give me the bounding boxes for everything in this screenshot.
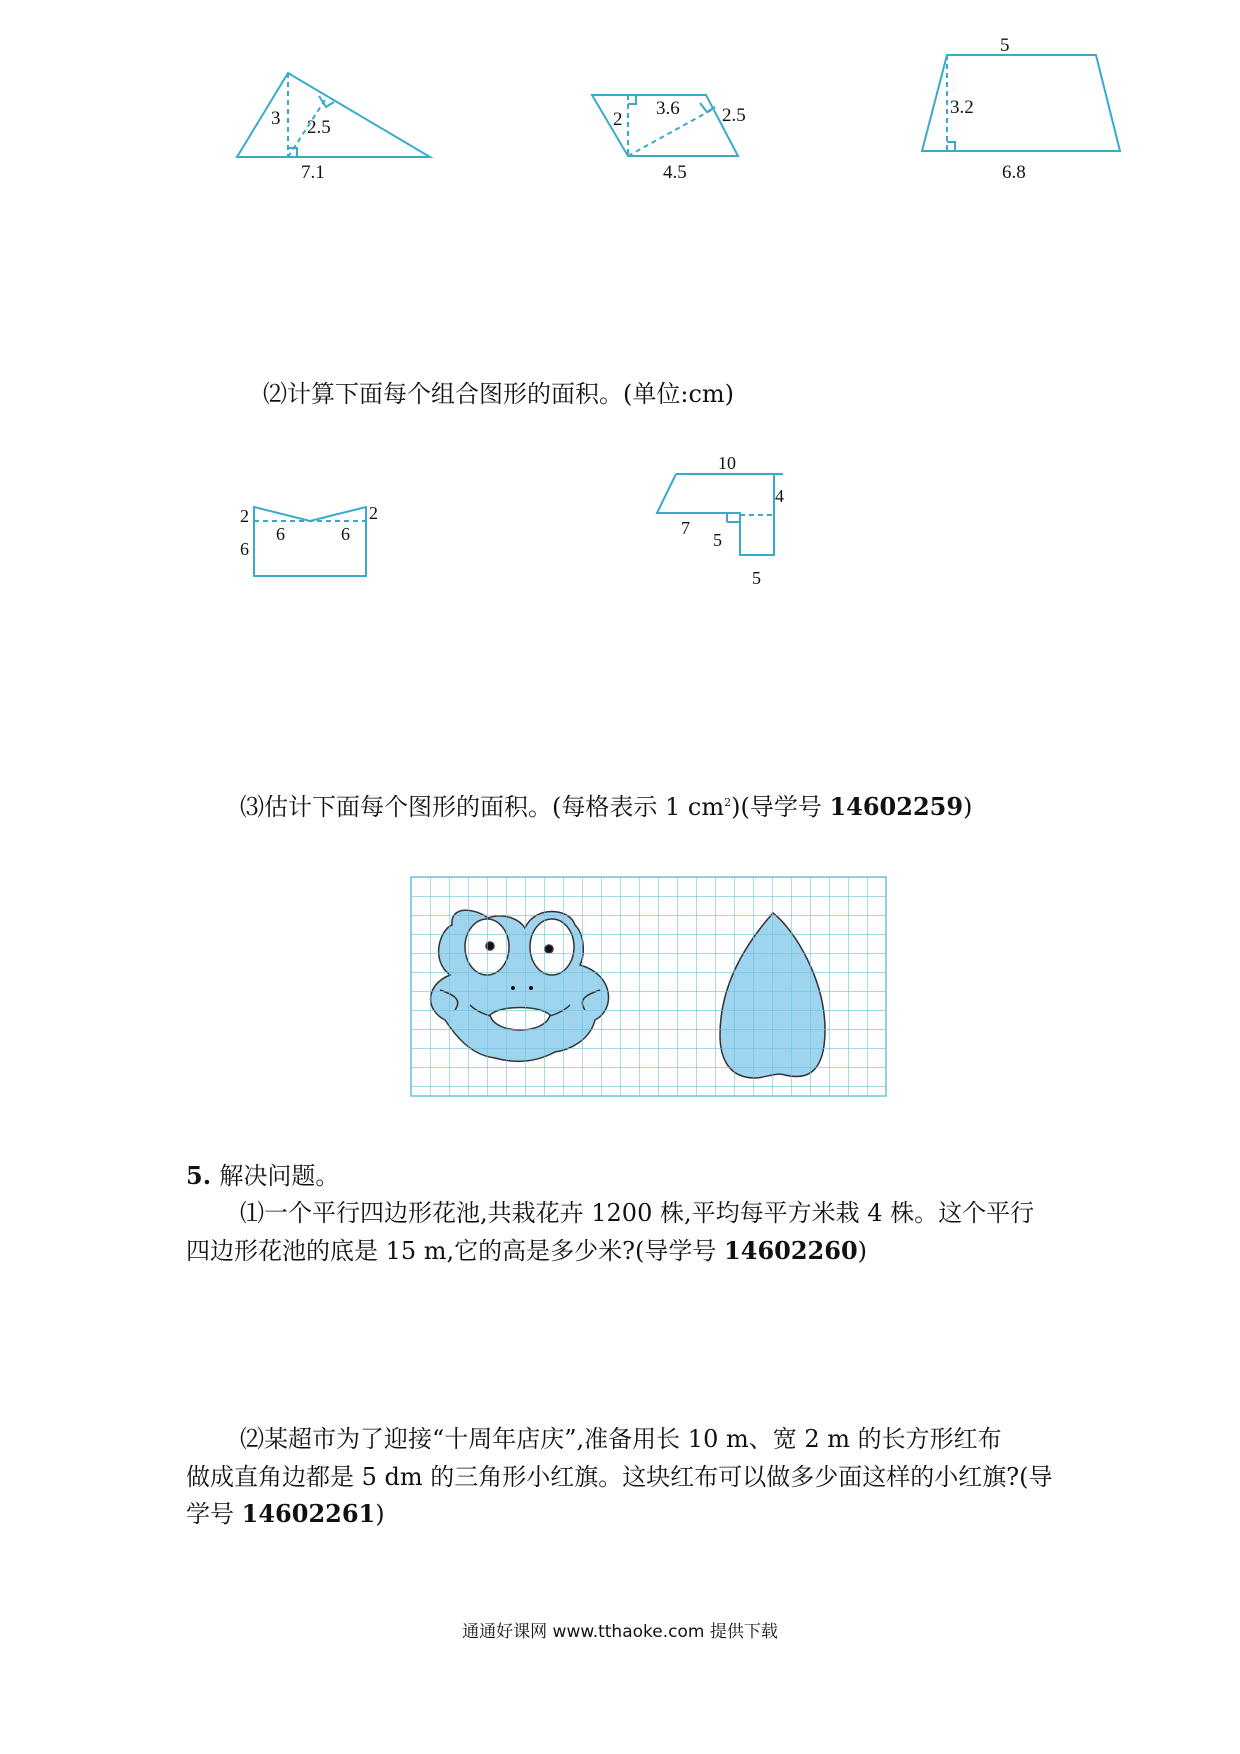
parallelogram-top-label: 3.6 [656,98,680,119]
q2-text: 计算下面每个组合图形的面积。(单位:cm) [287,380,735,408]
q5-p1-text-2: 四边形花池的底是 15 m,它的高是多少米?(导学号 [186,1237,725,1265]
grid [411,877,886,1096]
q3-code: 14602259 [829,792,964,821]
q3-heading [240,785,972,825]
shape-b-right-label: 4 [775,486,784,506]
shape-a-left-side-label: 6 [240,539,249,559]
parallelogram-height-label: 2 [613,109,623,130]
q3-text-b: )(导学号 [731,793,830,821]
composite-figures [0,440,1240,600]
shape-b-left-label: 7 [681,518,690,538]
q5-p2-line3 [186,1496,385,1532]
q3-text-a: 估计下面每个图形的面积。(每格表示 1 cm [264,793,725,821]
q5-p2-code: 14602261 [241,1499,376,1528]
q5-p1-line1 [240,1195,1034,1231]
shape-a-mid-right-label: 6 [341,524,350,544]
shape-b-top-label: 10 [718,453,736,473]
q5-p2-line2 [186,1459,1053,1495]
shape-a-mid-left-label: 6 [276,524,285,544]
q3-text-c: ) [963,793,973,821]
triangle-side-height-label: 2.5 [307,117,331,138]
shape-b-bottom-label: 5 [752,568,761,588]
q5-p2-text-1: ⑵某超市为了迎接“十周年店庆”,准备用长 10 m、宽 2 m 的长方形红布 [240,1425,1002,1453]
q3-prefix: ⑶ [240,793,264,821]
q3-superscript: 2 [724,796,732,809]
q2-prefix: ⑵ [263,380,287,408]
top-figures [0,0,1240,200]
q5-p1-line2 [186,1233,867,1269]
grid-figure [0,870,1240,1110]
q5-p1-code: 14602260 [724,1236,858,1265]
q5-p1-text-1: ⑴一个平行四边形花池,共栽花卉 1200 株,平均每平方米栽 4 株。这个平行 [240,1199,1035,1227]
q5-p2-text-3: 学号 [186,1500,242,1528]
triangle-figure [237,73,430,157]
page-footer: 通通好课网 www.tthaoke.com 提供下载 [462,1622,778,1642]
q5-p2-line1 [240,1421,1002,1457]
trapezoid-bottom-label: 6.8 [1002,162,1026,183]
q5-p1-text-3: ) [857,1237,868,1265]
shape-a-left-top-label: 2 [240,506,249,526]
q5-title: 解决问题。 [219,1162,340,1190]
trapezoid-top-label: 5 [1000,35,1010,56]
q2-heading [263,376,734,412]
triangle-base-label: 7.1 [301,162,325,183]
shape-b-inner-label: 5 [713,530,722,550]
parallelogram-base-label: 4.5 [663,162,687,183]
q5-p2-text-4: ) [375,1500,385,1528]
trapezoid-height-label: 3.2 [950,97,974,118]
q5-heading [186,1158,339,1194]
shape-a-right-top-label: 2 [369,503,378,523]
parallelogram-side-height-label: 2.5 [722,105,746,126]
q5-p2-text-2: 做成直角边都是 5 dm 的三角形小红旗。这块红布可以做多少面这样的小红旗?(导 [186,1463,1053,1491]
triangle-height-label: 3 [271,108,281,129]
q5-number: 5. [186,1161,212,1190]
